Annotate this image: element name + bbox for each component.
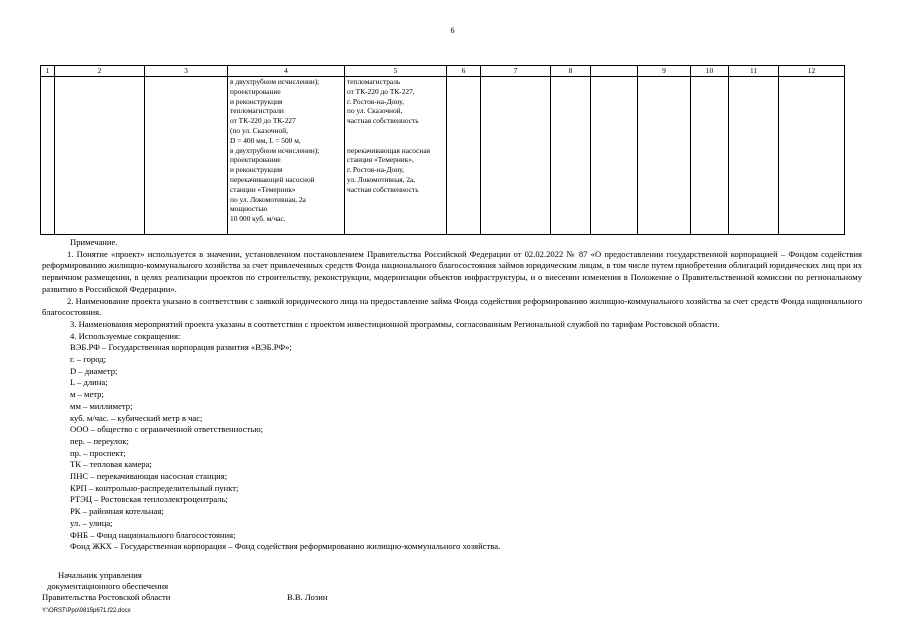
cell-1 [41,77,55,235]
cell-object-location: тепломагистраль от ТК-220 до ТК-227, г. Ростов-на-Дону, по ул. Сказочной, частная собственность перекачивающая насосная станция «Темерник», г. Ростов-на-Дону, ул. Локомотивная, 2а, частная собственность [345,77,447,235]
cell-12 [779,77,845,235]
list-item: ПНС – перекачивающая насосная станция; [70,471,228,482]
list-item: ООО – общество с ограниченной ответственностью; [70,424,264,435]
note-paragraph-3: 3. Наименования мероприятий проекта указаны в соответствии с проектом инвестиционной программы, согласованным Региональной службой по тарифам Ростовской области. [70,318,720,329]
list-item: КРП – контрольно-распределительный пункт; [70,482,239,493]
col-header-12: 12 [779,66,845,77]
list-item: г. – город; [70,354,107,365]
cell-8a [551,77,591,235]
page-number: 6 [450,26,455,35]
list-item: пер. – переулок; [70,435,129,446]
cell-project-measures: в двухтрубном исчислении); проектирование и реконструкция тепломагистрали от ТК-220 до ТК-227 (по ул. Сказочной, D = 400 мм, L = 500 м, в двухтрубном исчислении); проектирование и реконструкция перекачивающей насосной станции «Темерник» по ул. Локомотивная, 2а мощностью 10 000 куб. м/час. [228,77,345,235]
col-header-5: 5 [345,66,447,77]
signature-block [42,570,442,603]
list-item: ВЭБ.РФ – Государственная корпорация развития «ВЭБ.РФ»; [70,342,292,353]
col-header-11: 11 [729,66,779,77]
table-header-row [41,66,845,77]
cell-7 [481,77,551,235]
col-header-2: 2 [55,66,145,77]
note-paragraph-2: 2. Наименование проекта указано в соответствии с заявкой юридического лица на предоставление займа Фонда содействия реформированию жилищно-коммунального хозяйства за счет средств Фонда национального благосостояния. [42,295,862,318]
col-header-6: 6 [447,66,481,77]
document-file-path: Y:\ORST\Ppo\0815p671.f22.docx [42,608,131,614]
register-table [40,65,845,235]
list-item: ФНБ – Фонд национального благосостояния; [70,529,236,540]
list-item: ТК – тепловая камера; [70,459,152,470]
list-item: РТЭЦ – Ростовская теплоэлектроцентраль; [70,494,228,505]
col-header-9: 9 [638,66,691,77]
cell-6 [447,77,481,235]
list-item: ул. – улица; [70,517,113,528]
col-header-3: 3 [145,66,228,77]
list-item: L – длина; [70,377,108,388]
col-header-8a: 8 [551,66,591,77]
table-row [41,77,845,235]
signer-position-line-2: документационного обеспечения [47,581,169,591]
cell-8b [591,77,638,235]
list-item: мм – миллиметр; [70,400,133,411]
cell-11 [729,77,779,235]
list-item: D – диаметр; [70,365,118,376]
col-header-7: 7 [481,66,551,77]
list-item: РК – районная котельная; [70,506,164,517]
col-header-10: 10 [691,66,729,77]
signer-position-line-1: Начальник управления [58,570,142,580]
notes-section [42,237,862,553]
cell-3 [145,77,228,235]
col-header-1: 1 [41,66,55,77]
cell-2 [55,77,145,235]
abbreviation-list [70,342,862,553]
list-item: куб. м/час. – кубический метр в час; [70,412,203,423]
note-paragraph-4: 4. Используемые сокращения: [70,330,181,341]
list-item: м – метр; [70,389,104,400]
signer-position-line-3: Правительства Ростовской области [42,592,171,602]
signer-name: В.В. Лозин [287,592,328,602]
list-item: пр. – проспект; [70,447,126,458]
cell-9 [638,77,691,235]
col-header-8b [591,66,638,77]
col-header-4: 4 [228,66,345,77]
notes-title: Примечание. [70,237,118,247]
cell-10 [691,77,729,235]
list-item: Фонд ЖКХ – Государственная корпорация – Фонд содействия реформированию жилищно-коммунального хозяйства. [70,541,501,552]
note-paragraph-1: 1. Понятие «проект» используется в значении, установленном постановлением Правительства Российской Федерации от 02.02.2022 № 87 «О предоставлении государственной корпорацией – Фондом содействия реформированию жилищно-коммунального хозяйства за счет привлеченных средств Фонда национального благосостояния займов юридическим лицам, в том числе путем приобретения облигаций юридических лиц при их первичном размещении, в целях реализации проектов по строительству, реконструкции, модернизации объектов инфраструктуры, и о внесении изменения в Положение о Правительственной комиссии по региональному развитию в Российской Федерации». [42,248,862,294]
